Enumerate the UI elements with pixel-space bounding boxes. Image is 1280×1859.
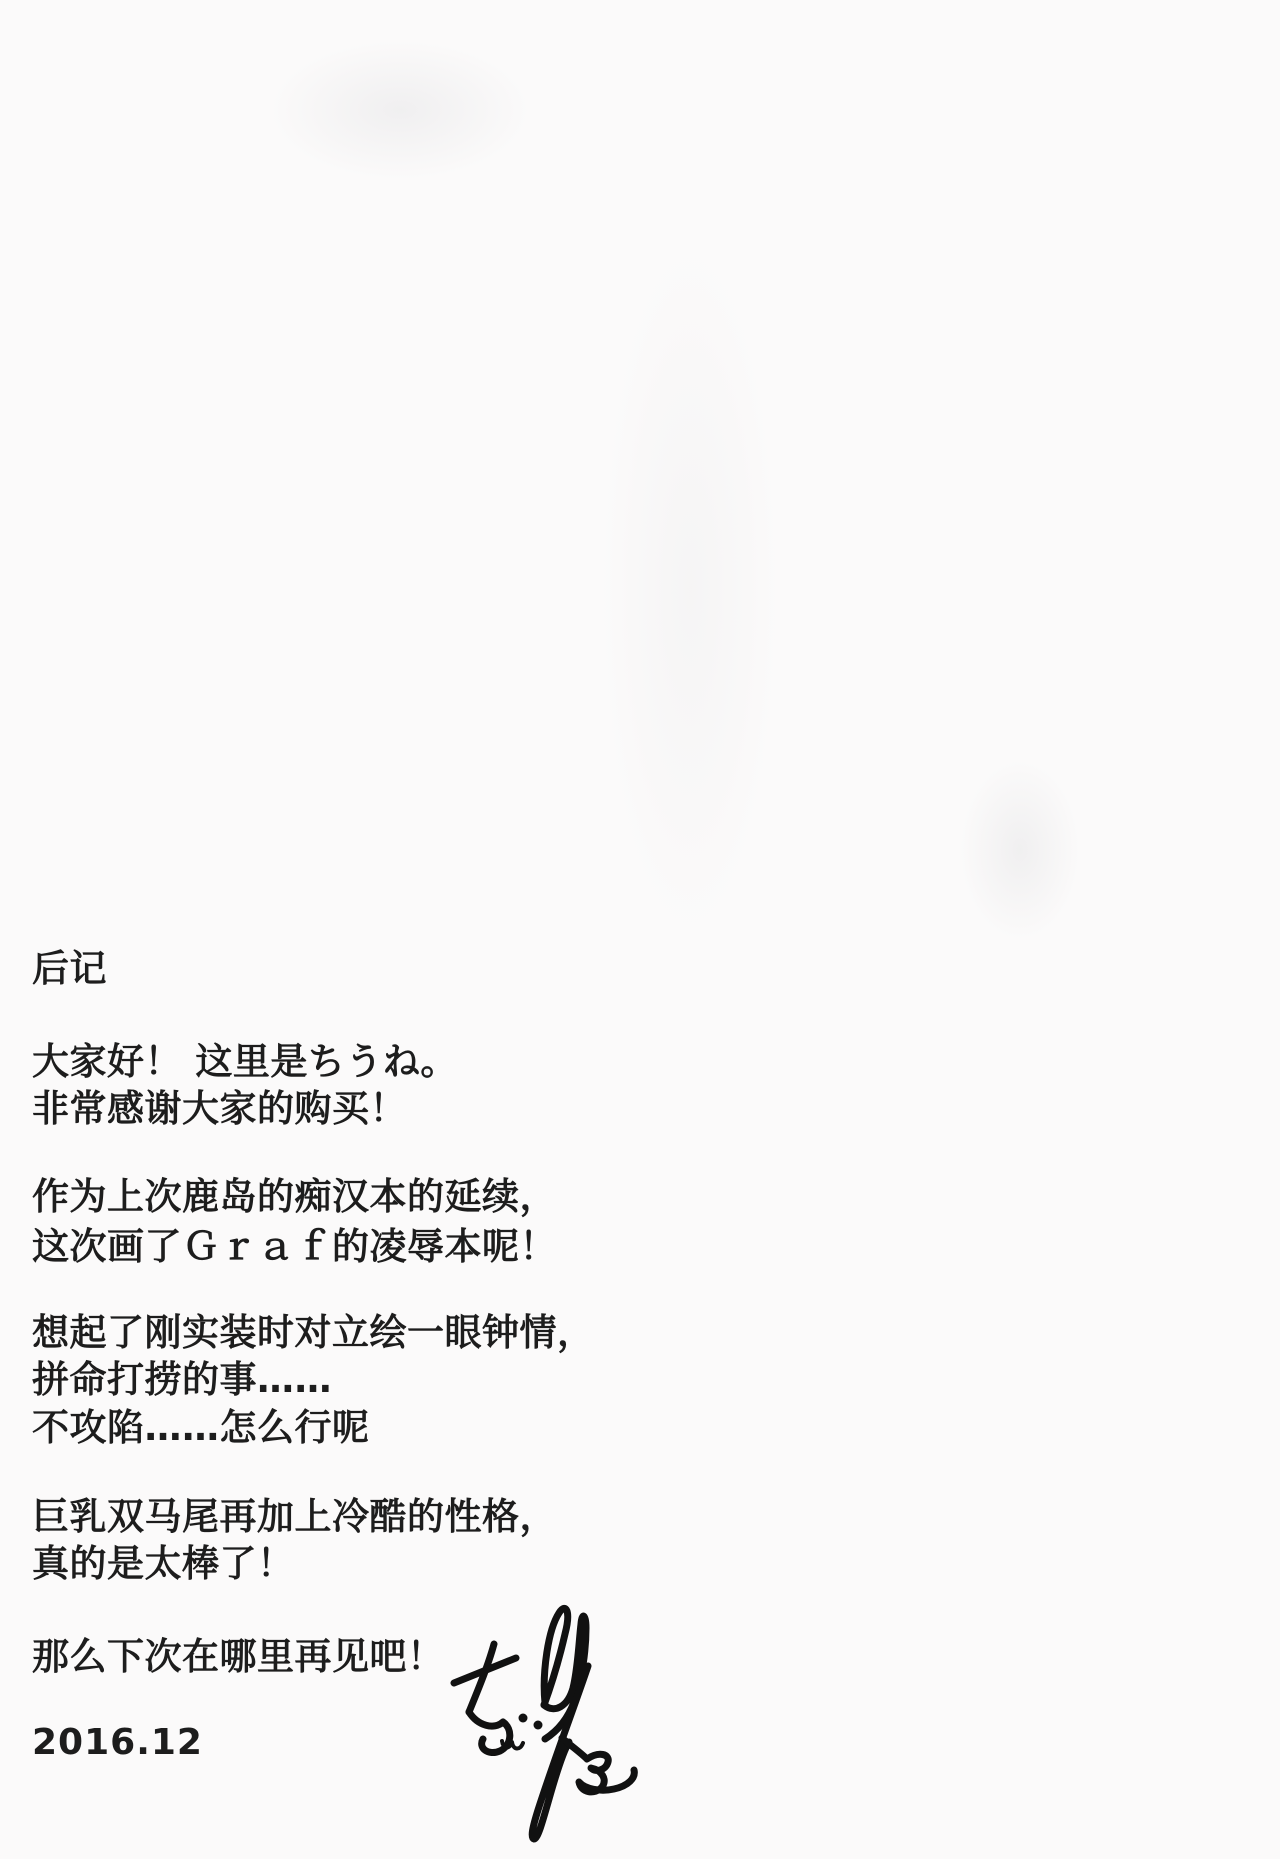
afterword-heading: 后记	[32, 947, 107, 990]
afterword-line-memory-2: 拼命打捞的事……	[32, 1358, 332, 1401]
scan-artifact	[270, 40, 530, 180]
scan-artifact	[960, 760, 1080, 940]
afterword-line-memory-3: 不攻陷……怎么行呢	[32, 1406, 370, 1449]
scan-artifact	[600, 240, 780, 940]
afterword-line-memory-1: 想起了刚实装时对立绘一眼钟情，	[32, 1311, 595, 1354]
afterword-line-character-1: 巨乳双马尾再加上冷酷的性格，	[32, 1495, 557, 1538]
afterword-line-farewell: 那么下次在哪里再见吧！	[32, 1635, 445, 1678]
afterword-line-this-book: 这次画了Ｇｒａｆ的凌辱本呢！	[32, 1225, 557, 1268]
afterword-date: 2016.12	[32, 1722, 203, 1763]
artist-signature-ink	[450, 1598, 645, 1850]
afterword-line-thanks: 非常感谢大家的购买！	[32, 1087, 407, 1130]
afterword-line-greeting: 大家好！ 这里是ちうね。	[32, 1040, 458, 1083]
afterword-line-previous-book: 作为上次鹿岛的痴汉本的延续，	[32, 1175, 557, 1218]
afterword-line-character-2: 真的是太棒了！	[32, 1542, 295, 1585]
